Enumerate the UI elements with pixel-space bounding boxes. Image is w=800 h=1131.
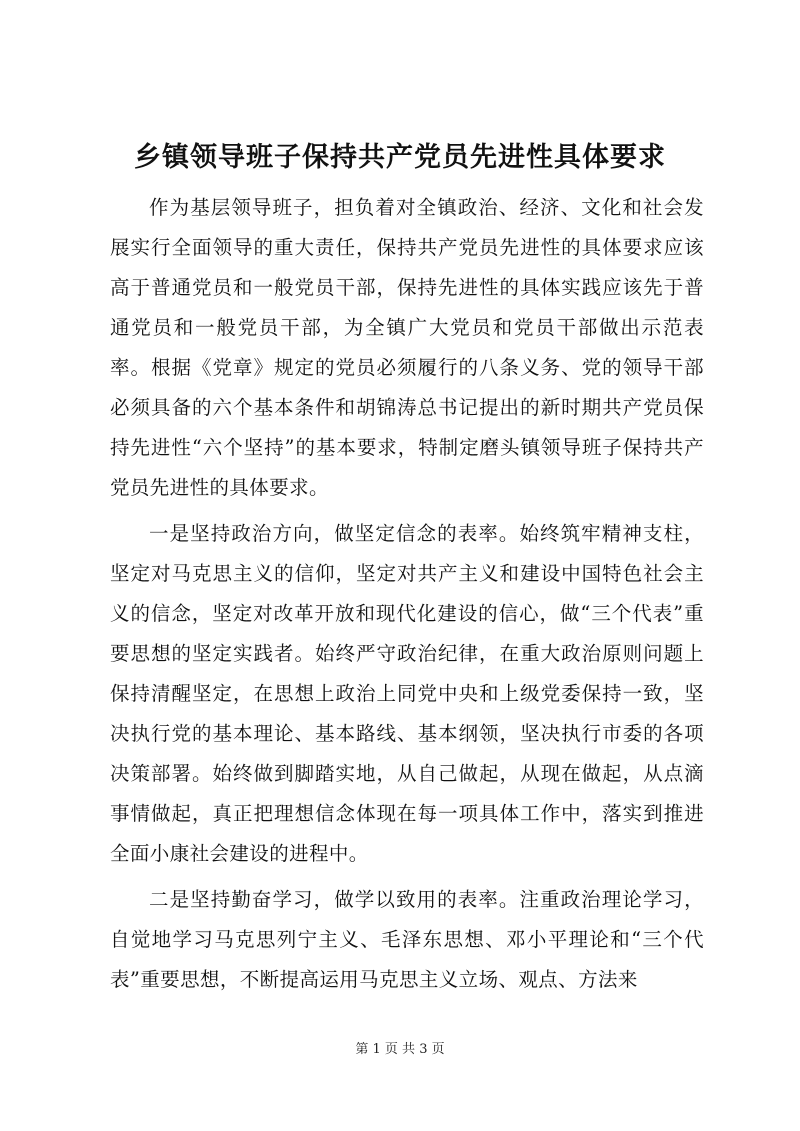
document-body — [110, 188, 704, 1000]
paragraph-political-direction: 一是坚持政治方向，做坚定信念的表率。始终筑牢精神支柱，坚定对马克思主义的信仰，坚定对共产主义和建设中国特色社会主义的信念，坚定对改革开放和现代化建设的信心，做“三个代表”重要思想的坚定实践者。始终严守政治纪律，在重大政治原则问题上保持清醒坚定，在思想上政治上同党中央和上级党委保持一致，坚决执行党的基本理论、基本路线、基本纲领，坚决执行市委的各项决策部署。始终做到脚踏实地，从自己做起，从现在做起，从点滴事情做起，真正把理想信念体现在每一项具体工作中，落实到推进全面小康社会建设的进程中。 — [110, 522, 704, 865]
document-title: 乡镇领导班子保持共产党员先进性具体要求 — [134, 142, 666, 173]
page-footer: 第 1 页 共 3 页 — [355, 1042, 445, 1057]
paragraph-intro: 作为基层领导班子，担负着对全镇政治、经济、文化和社会发展实行全面领导的重大责任，保持共产党员先进性的具体要求应该高于普通党员和一般党员干部，保持先进性的具体实践应该先于普通党员和一般党员干部，为全镇广大党员和党员干部做出示范表率。根据《党章》规定的党员必须履行的八条义务、党的领导干部必须具备的六个基本条件和胡锦涛总书记提出的新时期共产党员保持先进性“六个坚持”的基本要求，特制定磨头镇领导班子保持共产党员先进性的具体要求。 — [110, 196, 704, 499]
paragraph-diligent-study: 二是坚持勤奋学习，做学以致用的表率。注重政治理论学习，自觉地学习马克思列宁主义、毛泽东思想、邓小平理论和“三个代表”重要思想，不断提高运用马克思主义立场、观点、方法来 — [110, 888, 704, 991]
